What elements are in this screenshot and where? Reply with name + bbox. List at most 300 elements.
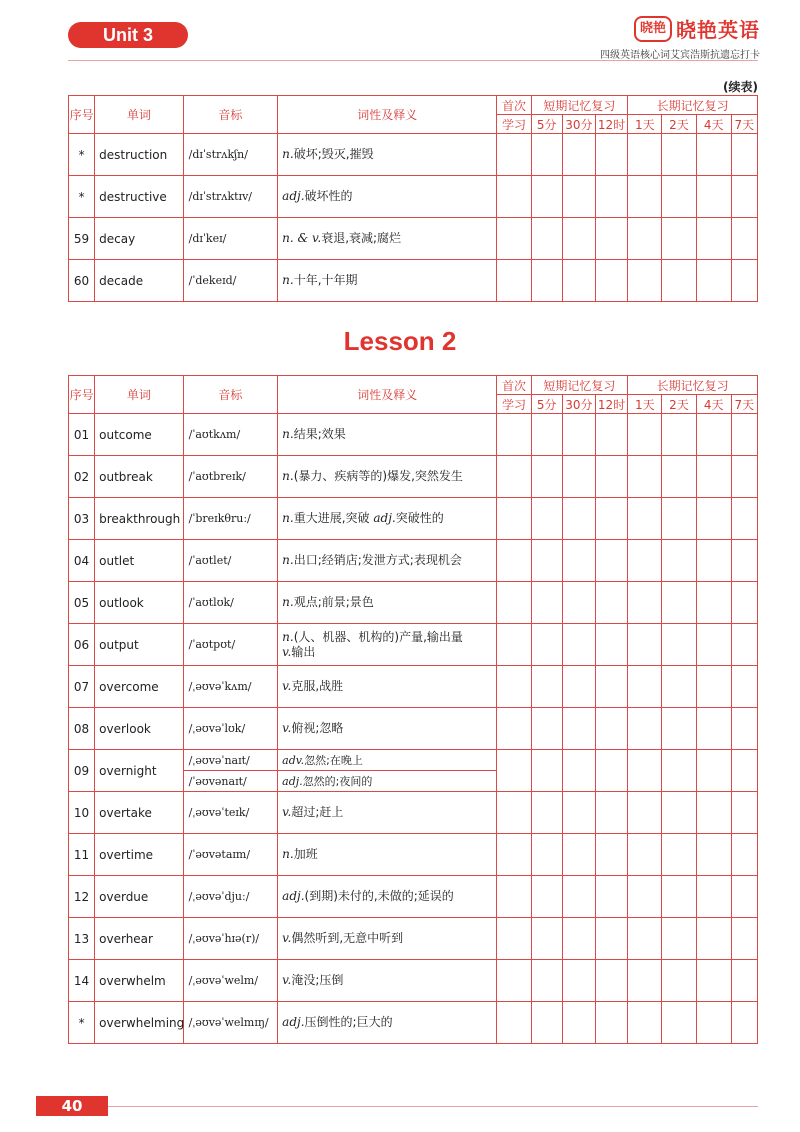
review-checkbox-cell[interactable] [562, 260, 595, 302]
review-checkbox-cell[interactable] [595, 708, 627, 750]
review-checkbox-cell[interactable] [497, 666, 531, 708]
review-checkbox-cell[interactable] [595, 176, 627, 218]
part-of-speech: n. [282, 629, 294, 644]
review-checkbox-cell[interactable] [731, 582, 757, 624]
review-checkbox-cell[interactable] [562, 960, 595, 1002]
definition-cell [278, 708, 497, 750]
phonetic-cell: /ˌəʊvəˈlʊk/ [183, 708, 278, 750]
review-checkbox-cell[interactable] [628, 1002, 662, 1044]
definition-cell [278, 582, 497, 624]
review-checkbox-cell[interactable] [497, 218, 531, 260]
table-row [69, 414, 758, 456]
review-checkbox-cell[interactable] [531, 708, 562, 750]
review-checkbox-cell[interactable] [662, 540, 696, 582]
word-cell: output [95, 624, 184, 666]
review-checkbox-cell[interactable] [628, 834, 662, 876]
review-checkbox-cell[interactable] [562, 176, 595, 218]
review-checkbox-cell[interactable] [595, 456, 627, 498]
review-checkbox-cell[interactable] [696, 960, 731, 1002]
row-number: * [69, 1002, 95, 1044]
review-checkbox-cell[interactable] [531, 176, 562, 218]
part-of-speech: n. [282, 469, 294, 483]
review-checkbox-cell[interactable] [696, 582, 731, 624]
phonetic-cell: /ˌəʊvəˈdjuː/ [183, 876, 278, 918]
review-checkbox-cell[interactable] [628, 876, 662, 918]
part-of-speech-2: adj. [373, 511, 396, 525]
table-row [69, 134, 758, 176]
review-checkbox-cell[interactable] [731, 134, 757, 176]
review-checkbox-cell[interactable] [628, 960, 662, 1002]
review-checkbox-cell[interactable] [497, 582, 531, 624]
review-checkbox-cell[interactable] [531, 666, 562, 708]
definition-cell [278, 218, 497, 260]
review-checkbox-cell[interactable] [696, 176, 731, 218]
review-checkbox-cell[interactable] [497, 260, 531, 302]
review-checkbox-cell[interactable] [662, 456, 696, 498]
phonetic-cell: /ˈaʊtkʌm/ [183, 414, 278, 456]
review-checkbox-cell[interactable] [662, 414, 696, 456]
table-row [69, 456, 758, 498]
review-checkbox-cell[interactable] [731, 540, 757, 582]
part-of-speech: n. [282, 147, 294, 161]
part-of-speech: v. [282, 805, 292, 819]
col-5min-header: 5分 [531, 395, 562, 414]
col-first-study-header: 首次 [497, 96, 531, 115]
review-checkbox-cell[interactable] [628, 708, 662, 750]
table-row [69, 834, 758, 876]
review-checkbox-cell[interactable] [628, 582, 662, 624]
review-checkbox-cell[interactable] [562, 582, 595, 624]
definition-text: 淹没;压倒 [291, 973, 344, 987]
definition-cell [278, 540, 497, 582]
review-checkbox-cell[interactable] [731, 176, 757, 218]
word-cell: overcome [95, 666, 184, 708]
review-checkbox-cell[interactable] [662, 792, 696, 834]
review-checkbox-cell[interactable] [662, 1002, 696, 1044]
review-checkbox-cell[interactable] [531, 624, 562, 666]
part-of-speech: v. [282, 931, 292, 945]
definition-text: 压倒性的;巨大的 [304, 1015, 393, 1029]
col-word-header: 单词 [95, 376, 184, 414]
part-of-speech: adj. [282, 1015, 305, 1029]
brand-logo-icon: 晓艳 [634, 16, 672, 42]
row-number: 10 [69, 792, 95, 834]
phonetic-cell: /dɪˈstrʌkʃn/ [183, 134, 278, 176]
continued-label: (续表) [723, 80, 758, 94]
review-checkbox-cell[interactable] [662, 624, 696, 666]
part-of-speech: n. [282, 273, 294, 287]
col-word-header: 单词 [95, 96, 184, 134]
part-of-speech-2: adj. [282, 774, 303, 788]
definition-text-2: 输出 [291, 644, 316, 659]
col-2day-header: 2天 [662, 395, 696, 414]
review-checkbox-cell[interactable] [531, 134, 562, 176]
phonetic-cell-2: /ˈəʊvənaɪt/ [183, 771, 278, 792]
review-checkbox-cell[interactable] [562, 792, 595, 834]
review-checkbox-cell[interactable] [562, 456, 595, 498]
review-checkbox-cell[interactable] [497, 1002, 531, 1044]
part-of-speech: n. [282, 847, 294, 861]
review-checkbox-cell[interactable] [731, 750, 757, 792]
definition-text: 结果;效果 [293, 427, 346, 441]
review-checkbox-cell[interactable] [628, 624, 662, 666]
definition-text: 克服,战胜 [291, 679, 344, 693]
vocab-table-lesson-2 [68, 375, 758, 1044]
phonetic-cell: /ˈdekeɪd/ [183, 260, 278, 302]
col-first-study-header: 首次 [497, 376, 531, 395]
definition-cell [278, 960, 497, 1002]
row-number: 12 [69, 876, 95, 918]
col-30min-header: 30分 [562, 395, 595, 414]
review-checkbox-cell[interactable] [696, 134, 731, 176]
review-checkbox-cell[interactable] [497, 834, 531, 876]
phonetic-cell: /ˈaʊtbreɪk/ [183, 456, 278, 498]
review-checkbox-cell[interactable] [662, 498, 696, 540]
review-checkbox-cell[interactable] [696, 1002, 731, 1044]
review-checkbox-cell[interactable] [696, 666, 731, 708]
col-1day-header: 1天 [628, 395, 662, 414]
part-of-speech: v. [282, 721, 292, 735]
col-4day-header: 4天 [696, 395, 731, 414]
col-4day-header: 4天 [696, 115, 731, 134]
review-checkbox-cell[interactable] [562, 876, 595, 918]
row-number: 09 [69, 750, 95, 792]
review-checkbox-cell[interactable] [531, 218, 562, 260]
part-of-speech: v. [282, 973, 292, 987]
word-cell: outlook [95, 582, 184, 624]
word-cell: overhear [95, 918, 184, 960]
review-checkbox-cell[interactable] [662, 134, 696, 176]
table-row [69, 750, 758, 771]
definition-cell-2 [278, 771, 497, 792]
row-number: 04 [69, 540, 95, 582]
word-cell: outcome [95, 414, 184, 456]
review-checkbox-cell[interactable] [497, 414, 531, 456]
review-checkbox-cell[interactable] [595, 540, 627, 582]
review-checkbox-cell[interactable] [595, 918, 627, 960]
col-first-study-header-2: 学习 [497, 395, 531, 414]
part-of-speech: v. [282, 679, 292, 693]
phonetic-cell: /ˌəʊvəˈwelmɪŋ/ [183, 1002, 278, 1044]
review-checkbox-cell[interactable] [628, 176, 662, 218]
review-checkbox-cell[interactable] [731, 624, 757, 666]
review-checkbox-cell[interactable] [696, 414, 731, 456]
definition-text: 重大进展,突破 [293, 511, 370, 525]
review-checkbox-cell[interactable] [662, 260, 696, 302]
table-row [69, 918, 758, 960]
header-divider [68, 60, 758, 61]
phonetic-cell: /dɪˈstrʌktɪv/ [183, 176, 278, 218]
review-checkbox-cell[interactable] [562, 134, 595, 176]
review-checkbox-cell[interactable] [696, 834, 731, 876]
review-checkbox-cell[interactable] [562, 498, 595, 540]
col-short-term-header: 短期记忆复习 [531, 376, 628, 395]
review-checkbox-cell[interactable] [696, 624, 731, 666]
table-row [69, 218, 758, 260]
col-definition-header: 词性及释义 [278, 376, 497, 414]
review-checkbox-cell[interactable] [595, 260, 627, 302]
phonetic-cell: /dɪˈkeɪ/ [183, 218, 278, 260]
review-checkbox-cell[interactable] [595, 414, 627, 456]
review-checkbox-cell[interactable] [662, 582, 696, 624]
definition-cell [278, 456, 497, 498]
review-checkbox-cell[interactable] [662, 918, 696, 960]
definition-text: 加班 [293, 847, 318, 861]
review-checkbox-cell[interactable] [497, 624, 531, 666]
row-number: * [69, 176, 95, 218]
table-row [69, 1002, 758, 1044]
review-checkbox-cell[interactable] [497, 792, 531, 834]
review-checkbox-cell[interactable] [562, 1002, 595, 1044]
col-12h-header: 12时 [595, 395, 627, 414]
word-cell: destructive [95, 176, 184, 218]
row-number: 03 [69, 498, 95, 540]
part-of-speech: n. [282, 595, 294, 609]
review-checkbox-cell[interactable] [562, 540, 595, 582]
word-cell: outbreak [95, 456, 184, 498]
review-checkbox-cell[interactable] [531, 918, 562, 960]
review-checkbox-cell[interactable] [628, 134, 662, 176]
row-number: 07 [69, 666, 95, 708]
review-checkbox-cell[interactable] [731, 218, 757, 260]
review-checkbox-cell[interactable] [595, 750, 627, 792]
review-checkbox-cell[interactable] [531, 1002, 562, 1044]
phonetic-cell: /ˈaʊtlet/ [183, 540, 278, 582]
review-checkbox-cell[interactable] [531, 260, 562, 302]
review-checkbox-cell[interactable] [696, 876, 731, 918]
review-checkbox-cell[interactable] [731, 456, 757, 498]
review-checkbox-cell[interactable] [562, 218, 595, 260]
review-checkbox-cell[interactable] [497, 456, 531, 498]
review-checkbox-cell[interactable] [662, 708, 696, 750]
col-5min-header: 5分 [531, 115, 562, 134]
review-checkbox-cell[interactable] [731, 876, 757, 918]
review-checkbox-cell[interactable] [731, 498, 757, 540]
word-cell: breakthrough [95, 498, 184, 540]
review-checkbox-cell[interactable] [628, 414, 662, 456]
review-checkbox-cell[interactable] [531, 960, 562, 1002]
review-checkbox-cell[interactable] [696, 498, 731, 540]
review-checkbox-cell[interactable] [628, 750, 662, 792]
table-row [69, 876, 758, 918]
review-checkbox-cell[interactable] [562, 414, 595, 456]
col-num-header: 序号 [69, 376, 95, 414]
review-checkbox-cell[interactable] [696, 750, 731, 792]
review-checkbox-cell[interactable] [628, 918, 662, 960]
page-number: 40 [36, 1096, 108, 1116]
word-cell: decade [95, 260, 184, 302]
part-of-speech-2: v. [282, 644, 292, 659]
review-checkbox-cell[interactable] [628, 260, 662, 302]
review-checkbox-cell[interactable] [628, 218, 662, 260]
review-checkbox-cell[interactable] [531, 876, 562, 918]
review-checkbox-cell[interactable] [595, 834, 627, 876]
part-of-speech: n. [282, 511, 294, 525]
col-long-term-header: 长期记忆复习 [628, 96, 758, 115]
col-definition-header: 词性及释义 [278, 96, 497, 134]
phonetic-cell: /ˈbreɪkθruː/ [183, 498, 278, 540]
row-number: 14 [69, 960, 95, 1002]
brand [634, 14, 760, 43]
review-checkbox-cell[interactable] [696, 708, 731, 750]
part-of-speech: adj. [282, 189, 305, 203]
review-checkbox-cell[interactable] [531, 498, 562, 540]
review-checkbox-cell[interactable] [531, 834, 562, 876]
review-checkbox-cell[interactable] [662, 750, 696, 792]
col-num-header: 序号 [69, 96, 95, 134]
review-checkbox-cell[interactable] [562, 708, 595, 750]
definition-cell [278, 1002, 497, 1044]
definition-text: (人、机器、机构的)产量,输出量 [293, 629, 463, 644]
review-checkbox-cell[interactable] [531, 414, 562, 456]
review-checkbox-cell[interactable] [662, 666, 696, 708]
review-checkbox-cell[interactable] [562, 624, 595, 666]
part-of-speech: adv. [282, 753, 305, 767]
review-checkbox-cell[interactable] [662, 876, 696, 918]
table-row [69, 498, 758, 540]
review-checkbox-cell[interactable] [696, 260, 731, 302]
review-checkbox-cell[interactable] [531, 582, 562, 624]
word-cell: overnight [95, 750, 184, 792]
review-checkbox-cell[interactable] [595, 218, 627, 260]
review-checkbox-cell[interactable] [696, 792, 731, 834]
review-checkbox-cell[interactable] [497, 540, 531, 582]
definition-text: 衰退,衰减;腐烂 [321, 231, 402, 245]
definition-text: 观点;前景;景色 [293, 595, 374, 609]
col-30min-header: 30分 [562, 115, 595, 134]
review-checkbox-cell[interactable] [595, 1002, 627, 1044]
review-checkbox-cell[interactable] [497, 960, 531, 1002]
review-checkbox-cell[interactable] [497, 708, 531, 750]
brand-name: 晓艳英语 [676, 18, 760, 42]
review-checkbox-cell[interactable] [595, 624, 627, 666]
definition-text-2: 忽然的;夜间的 [302, 774, 373, 788]
brand-subtitle: 四级英语核心词艾宾浩斯抗遗忘打卡 [600, 50, 760, 61]
review-checkbox-cell[interactable] [696, 540, 731, 582]
review-checkbox-cell[interactable] [628, 792, 662, 834]
review-checkbox-cell[interactable] [595, 666, 627, 708]
col-ipa-header: 音标 [183, 376, 278, 414]
review-checkbox-cell[interactable] [595, 134, 627, 176]
review-checkbox-cell[interactable] [531, 750, 562, 792]
definition-text: 超过;赶上 [291, 805, 344, 819]
phonetic-cell: /ˌəʊvəˈwelm/ [183, 960, 278, 1002]
review-checkbox-cell[interactable] [731, 792, 757, 834]
phonetic-cell: /ˌəʊvəˈteɪk/ [183, 792, 278, 834]
review-checkbox-cell[interactable] [696, 218, 731, 260]
word-cell: overdue [95, 876, 184, 918]
phonetic-cell: /ˈaʊtlʊk/ [183, 582, 278, 624]
definition-cell [278, 134, 497, 176]
table-row [69, 666, 758, 708]
review-checkbox-cell[interactable] [662, 218, 696, 260]
part-of-speech: n. [282, 427, 294, 441]
definition-cell [278, 624, 497, 666]
part-of-speech: adj. [282, 889, 305, 903]
review-checkbox-cell[interactable] [731, 414, 757, 456]
review-checkbox-cell[interactable] [662, 834, 696, 876]
review-checkbox-cell[interactable] [595, 582, 627, 624]
review-checkbox-cell[interactable] [531, 792, 562, 834]
word-cell: overwhelming [95, 1002, 184, 1044]
review-checkbox-cell[interactable] [595, 876, 627, 918]
definition-cell [278, 666, 497, 708]
definition-text: 偶然听到,无意中听到 [291, 931, 404, 945]
review-checkbox-cell[interactable] [497, 918, 531, 960]
definition-cell [278, 792, 497, 834]
table-row [69, 540, 758, 582]
col-short-term-header: 短期记忆复习 [531, 96, 628, 115]
definition-text: (到期)未付的,未做的;延误的 [304, 889, 454, 903]
col-7day-header: 7天 [731, 395, 757, 414]
review-checkbox-cell[interactable] [628, 666, 662, 708]
word-cell: overwhelm [95, 960, 184, 1002]
review-checkbox-cell[interactable] [531, 456, 562, 498]
review-checkbox-cell[interactable] [562, 918, 595, 960]
review-checkbox-cell[interactable] [731, 834, 757, 876]
word-cell: outlet [95, 540, 184, 582]
col-2day-header: 2天 [662, 115, 696, 134]
review-checkbox-cell[interactable] [531, 540, 562, 582]
unit-badge: Unit 3 [68, 22, 188, 48]
review-checkbox-cell[interactable] [662, 176, 696, 218]
review-checkbox-cell[interactable] [497, 498, 531, 540]
review-checkbox-cell[interactable] [731, 666, 757, 708]
definition-text: 十年,十年期 [293, 273, 358, 287]
table-row [69, 176, 758, 218]
definition-text: 忽然;在晚上 [304, 753, 363, 767]
review-checkbox-cell[interactable] [562, 750, 595, 792]
vocab-table-body [69, 414, 758, 1044]
review-checkbox-cell[interactable] [497, 876, 531, 918]
word-cell: overtime [95, 834, 184, 876]
phonetic-cell: /ˈəʊvətaɪm/ [183, 834, 278, 876]
review-checkbox-cell[interactable] [731, 260, 757, 302]
table-row [69, 708, 758, 750]
part-of-speech: n. & v. [282, 231, 322, 245]
review-checkbox-cell[interactable] [662, 960, 696, 1002]
footer-divider [108, 1106, 758, 1107]
vocab-table-continued [68, 95, 758, 302]
review-checkbox-cell[interactable] [562, 666, 595, 708]
review-checkbox-cell[interactable] [628, 456, 662, 498]
review-checkbox-cell[interactable] [562, 834, 595, 876]
review-checkbox-cell[interactable] [731, 1002, 757, 1044]
review-checkbox-cell[interactable] [731, 918, 757, 960]
word-cell: overlook [95, 708, 184, 750]
review-checkbox-cell[interactable] [497, 176, 531, 218]
definition-cell [278, 918, 497, 960]
review-checkbox-cell[interactable] [731, 708, 757, 750]
row-number: 11 [69, 834, 95, 876]
review-checkbox-cell[interactable] [628, 540, 662, 582]
table-row [69, 260, 758, 302]
review-checkbox-cell[interactable] [497, 750, 531, 792]
col-long-term-header: 长期记忆复习 [628, 376, 758, 395]
review-checkbox-cell[interactable] [628, 498, 662, 540]
review-checkbox-cell[interactable] [497, 134, 531, 176]
definition-cell [278, 260, 497, 302]
definition-cell [278, 176, 497, 218]
definition-cell [278, 414, 497, 456]
review-checkbox-cell[interactable] [731, 960, 757, 1002]
review-checkbox-cell[interactable] [696, 918, 731, 960]
review-checkbox-cell[interactable] [595, 498, 627, 540]
review-checkbox-cell[interactable] [696, 456, 731, 498]
review-checkbox-cell[interactable] [595, 960, 627, 1002]
review-checkbox-cell[interactable] [595, 792, 627, 834]
table-row [69, 582, 758, 624]
